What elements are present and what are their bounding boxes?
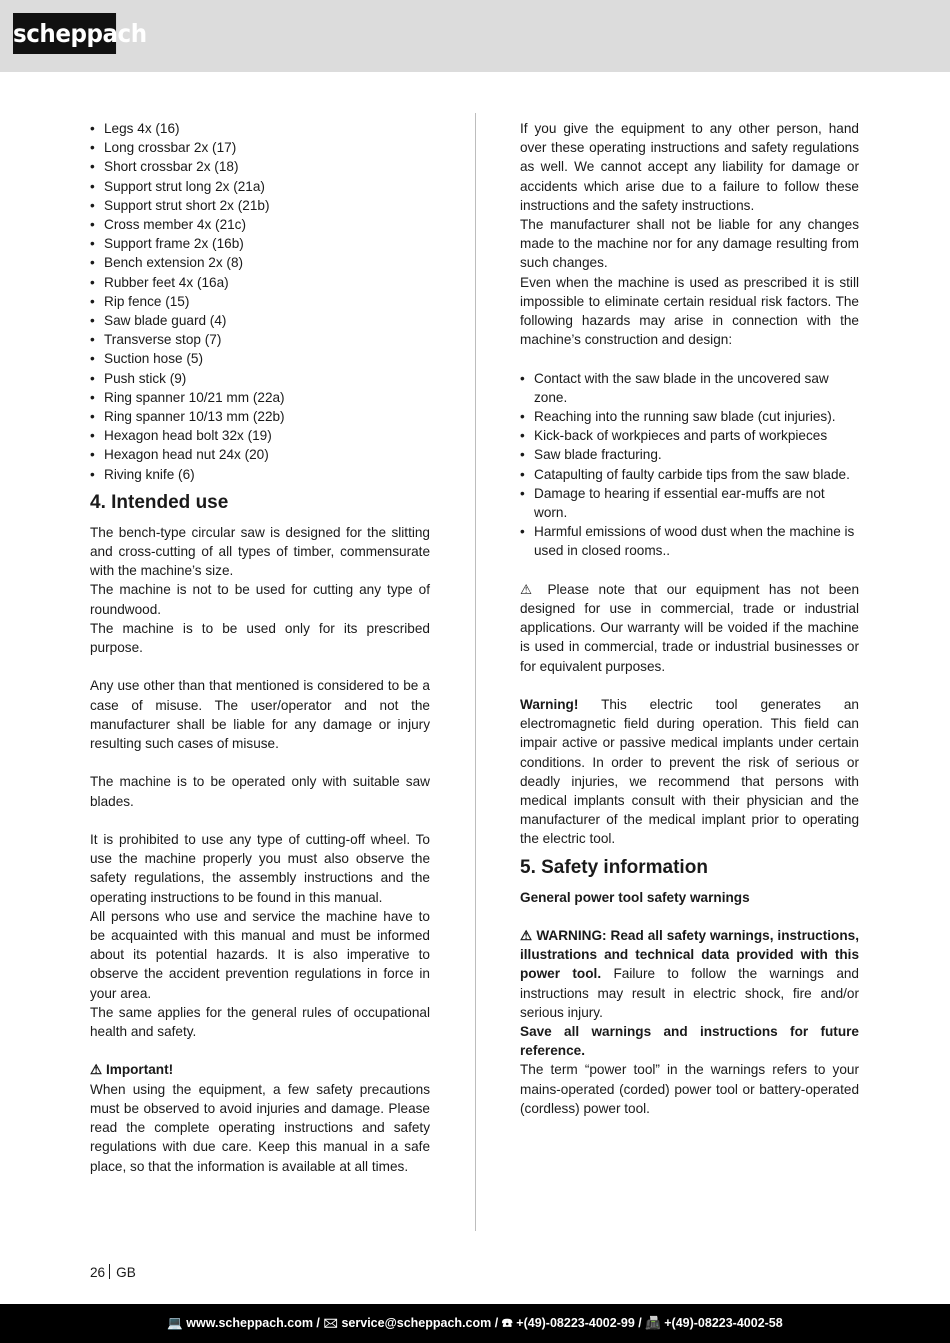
paragraph: The same applies for the general rules of occupational health and safety. [90, 1004, 430, 1040]
fax-number: 📠 +(49)-08223-4002-58 [641, 1316, 783, 1330]
paragraph: Even when the machine is used as prescribed it is still impossible to eliminate certain residual risk factors. The following hazards may arise in connection with the machine’s construction and design: [520, 274, 859, 348]
warning-text: This electric tool generates an electromagnetic field during operation. This field can impair active or passive medical implants under certain conditions. In order to prevent the risk of serious or deadly injuries, we recommend that persons with medical implants consult with their physician and the manufacturer of the medical implant prior to operating the electric tool. [520, 697, 859, 847]
email-link[interactable]: 🖂 service@scheppach.com / [319, 1316, 499, 1330]
warning-rest-text: Failure to follow the warnings and instructions may result in electric shock, fire and/or serious injury. [520, 966, 859, 1020]
parts-list-item: • Long crossbar 2x (17) [90, 138, 430, 157]
paragraph: The bench-type circular saw is designed for the slitting and cross-cutting of all types of timber, commensurate with the machine’s size. [90, 524, 430, 579]
parts-list-item: • Support strut short 2x (21b) [90, 196, 430, 215]
website-link[interactable]: 💻 www.scheppach.com / [167, 1316, 320, 1330]
left-column [90, 119, 430, 1176]
paragraph: Any use other than that mentioned is considered to be a case of misuse. The user/operator and not the manufacturer shall be liable for any damage or injury resulting such cases of misuse. [90, 678, 430, 752]
parts-list-item: • Push stick (9) [90, 369, 430, 388]
hazard-list-item: • Damage to hearing if essential ear-muffs are not worn. [520, 484, 859, 522]
page-number-value: 26 [90, 1265, 106, 1280]
paragraph: The machine is to be operated only with suitable saw blades. [90, 774, 430, 809]
hazard-list-item: • Reaching into the running saw blade (cut injuries). [520, 407, 859, 426]
parts-list-item: • Hexagon head nut 24x (20) [90, 445, 430, 464]
hazard-list-item: • Catapulting of faulty carbide tips from the saw blade. [520, 465, 859, 484]
section-heading-safety-information: 5. Safety information [520, 856, 708, 878]
language-code: GB [116, 1265, 136, 1280]
parts-list-item: • Rubber feet 4x (16a) [90, 273, 430, 292]
paragraph: The machine is to be used only for its prescribed purpose. [90, 620, 430, 656]
parts-list-item: • Legs 4x (16) [90, 119, 430, 138]
brand-logo: scheppach [13, 13, 116, 54]
parts-list [90, 119, 430, 484]
hazard-list-item: • Saw blade fracturing. [520, 445, 859, 464]
page-header [0, 0, 950, 72]
commercial-use-notice: ⚠ Please note that our equipment has not been designed for use in commercial, trade or industrial applications. Our warranty will be voided if the machine is used in commercial, trade or industrial businesses or for equivalent purposes. [520, 581, 859, 674]
paragraph: The term “power tool” in the warnings refers to your mains-operated (corded) power tool or battery-operated (cordless) power tool. [520, 1062, 859, 1116]
parts-list-item: • Hexagon head bolt 32x (19) [90, 426, 430, 445]
save-instructions: Save all warnings and instructions for future reference. [520, 1024, 859, 1059]
parts-list-item: • Bench extension 2x (8) [90, 253, 430, 272]
paragraph: When using the equipment, a few safety precautions must be observed to avoid injuries and damage. Please read the complete operating instructions and safety regulations with due care. Keep this manual in a safe place, so that the information is available at all times. [90, 1081, 430, 1174]
warning-bold-text: ⚠ WARNING: Read all safety warnings, instructions, illustrations and technical data provided with this power tool. [520, 928, 859, 982]
paragraph: The machine is not to be used for cutting any type of roundwood. [90, 582, 430, 617]
phone-number: ☎ +(49)-08223-4002-99 / [498, 1316, 642, 1330]
paragraph: If you give the equipment to any other person, hand over these operating instructions and safety regulations as well. We cannot accept any liability for damage or accidents which arise due to a failure to follow these instructions and the safety instructions. [520, 121, 859, 213]
hazard-list-item: • Kick-back of workpieces and parts of workpieces [520, 426, 859, 445]
parts-list-item: • Ring spanner 10/21 mm (22a) [90, 388, 430, 407]
parts-list-item: • Short crossbar 2x (18) [90, 157, 430, 176]
paragraph: It is prohibited to use any type of cutting-off wheel. To use the machine properly you must also observe the safety regulations, the assembly instructions and the operating instructions to be found in this manual. [90, 832, 430, 905]
subheading: General power tool safety warnings [520, 889, 750, 905]
hazards-list [520, 369, 859, 561]
parts-list-item: • Transverse stop (7) [90, 330, 430, 349]
page-separator [109, 1264, 110, 1279]
paragraph: The manufacturer shall not be liable for any changes made to the machine nor for any damage resulting from such changes. [520, 217, 859, 271]
hazard-list-item: • Contact with the saw blade in the uncovered saw zone. [520, 369, 859, 407]
parts-list-item: • Riving knife (6) [90, 465, 430, 484]
contact-footer [0, 1304, 950, 1343]
warning-label: Warning! [520, 697, 579, 713]
parts-list-item: • Saw blade guard (4) [90, 311, 430, 330]
parts-list-item: • Cross member 4x (21c) [90, 215, 430, 234]
page-number [90, 1264, 136, 1282]
important-label: ⚠ Important! [90, 1062, 174, 1078]
parts-list-item: • Rip fence (15) [90, 292, 430, 311]
parts-list-item: • Suction hose (5) [90, 349, 430, 368]
emf-warning [520, 695, 859, 849]
parts-list-item: • Ring spanner 10/13 mm (22b) [90, 407, 430, 426]
column-divider [475, 113, 476, 1231]
parts-list-item: • Support strut long 2x (21a) [90, 177, 430, 196]
hazard-list-item: • Harmful emissions of wood dust when the machine is used in closed rooms.. [520, 522, 859, 560]
paragraph: All persons who use and service the machine have to be acquainted with this manual and must be informed about its potential hazards. It is also imperative to observe the accident prevention regulations in force in your area. [90, 908, 430, 1001]
right-column [520, 119, 859, 1118]
section-heading-intended-use: 4. Intended use [90, 491, 229, 513]
parts-list-item: • Support frame 2x (16b) [90, 234, 430, 253]
general-warning [520, 926, 859, 1022]
